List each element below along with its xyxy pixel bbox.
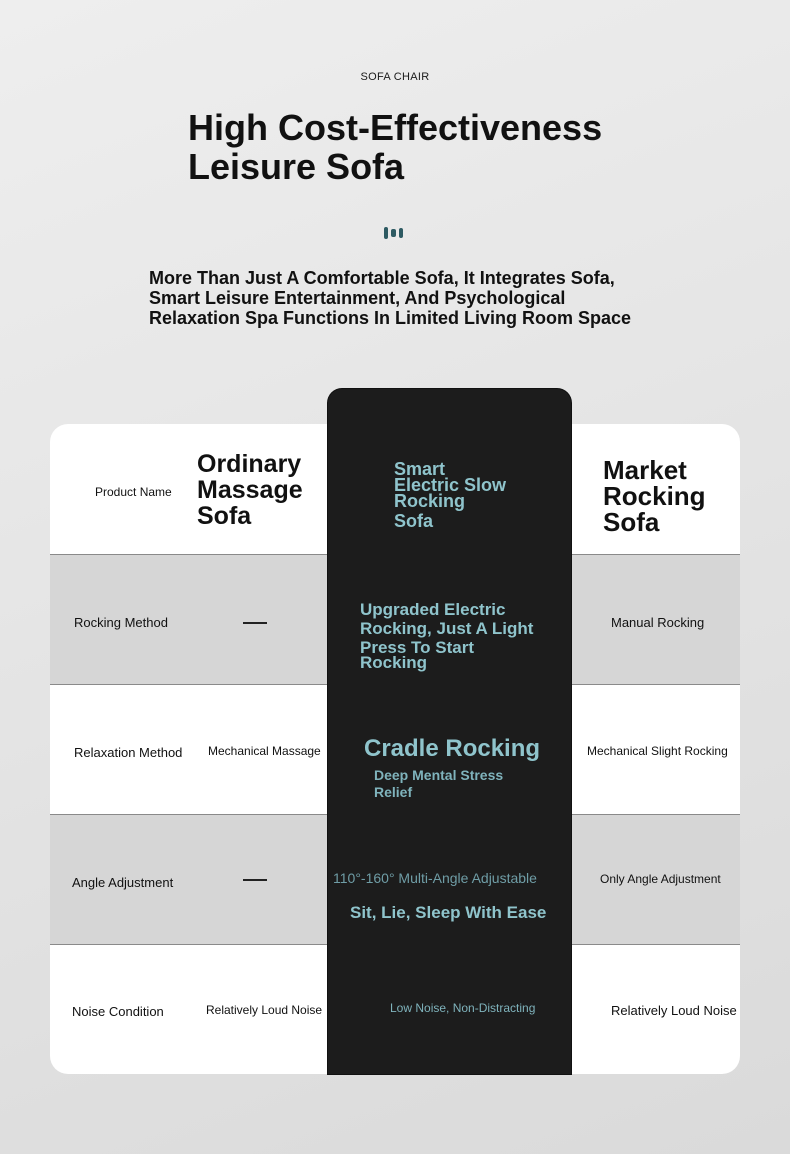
ordinary-value: Mechanical Massage	[208, 744, 321, 758]
smart-value-line: Upgraded Electric	[360, 600, 506, 619]
description-line-1: More Than Just A Comfortable Sofa, It Integrates Sofa,	[149, 268, 615, 288]
description-line-3: Relaxation Spa Functions In Limited Living Room Space	[149, 308, 632, 328]
smart-value-line: Rocking	[360, 653, 428, 672]
market-header-line: Rocking	[603, 481, 706, 511]
smart-header-line: Rocking	[394, 491, 466, 511]
market-header-line: Market	[603, 455, 687, 485]
smart-angle-range: 110°-160° Multi-Angle Adjustable	[333, 870, 537, 886]
ordinary-header-line: Massage	[197, 476, 303, 504]
smart-header-line: Electric Slow	[394, 475, 507, 495]
smart-sub-line: Relief	[374, 784, 413, 800]
market-value: Only Angle Adjustment	[600, 872, 721, 886]
ordinary-header-line: Sofa	[197, 502, 252, 530]
description-line-2: Smart Leisure Entertainment, And Psychological	[149, 288, 566, 308]
row-label: Noise Condition	[72, 1004, 164, 1019]
decorative-dots-icon	[384, 227, 403, 239]
market-value: Manual Rocking	[611, 615, 705, 630]
smart-header-line: Smart	[394, 459, 446, 479]
smart-value-line: Rocking, Just A Light	[360, 619, 534, 638]
smart-sofa-header	[394, 461, 506, 529]
product-name-label: Product Name	[95, 485, 172, 499]
smart-noise-value: Low Noise, Non-Distracting	[390, 1001, 536, 1015]
smart-angle-value: Sit, Lie, Sleep With Ease	[350, 903, 547, 922]
row-label: Relaxation Method	[74, 745, 183, 760]
row-label: Rocking Method	[74, 615, 168, 630]
smart-rocking-value	[360, 600, 533, 672]
smart-relaxation-sub	[374, 767, 503, 801]
title-line-1: High Cost-Effectiveness	[188, 107, 603, 148]
smart-header-line: Sofa	[394, 511, 434, 531]
row-label: Angle Adjustment	[72, 875, 174, 890]
ordinary-value-dash	[243, 622, 267, 624]
smart-sub-line: Deep Mental Stress	[374, 767, 504, 783]
page-title	[188, 108, 708, 186]
ordinary-header-line: Ordinary	[197, 450, 302, 478]
market-value: Relatively Loud Noise	[611, 1003, 737, 1018]
smart-value-line: Press To Start	[360, 638, 475, 657]
smart-relaxation-title: Cradle Rocking	[364, 735, 541, 762]
eyebrow-label: SOFA CHAIR	[360, 71, 430, 83]
market-header-line: Sofa	[603, 507, 660, 537]
ordinary-value-dash	[243, 879, 267, 881]
market-sofa-header	[603, 457, 706, 535]
title-line-2: Leisure Sofa	[188, 146, 405, 187]
page-description	[149, 268, 649, 328]
ordinary-sofa-header	[197, 451, 303, 529]
market-value: Mechanical Slight Rocking	[587, 744, 728, 758]
smart-sofa-column	[328, 389, 571, 1074]
ordinary-value: Relatively Loud Noise	[206, 1003, 323, 1017]
